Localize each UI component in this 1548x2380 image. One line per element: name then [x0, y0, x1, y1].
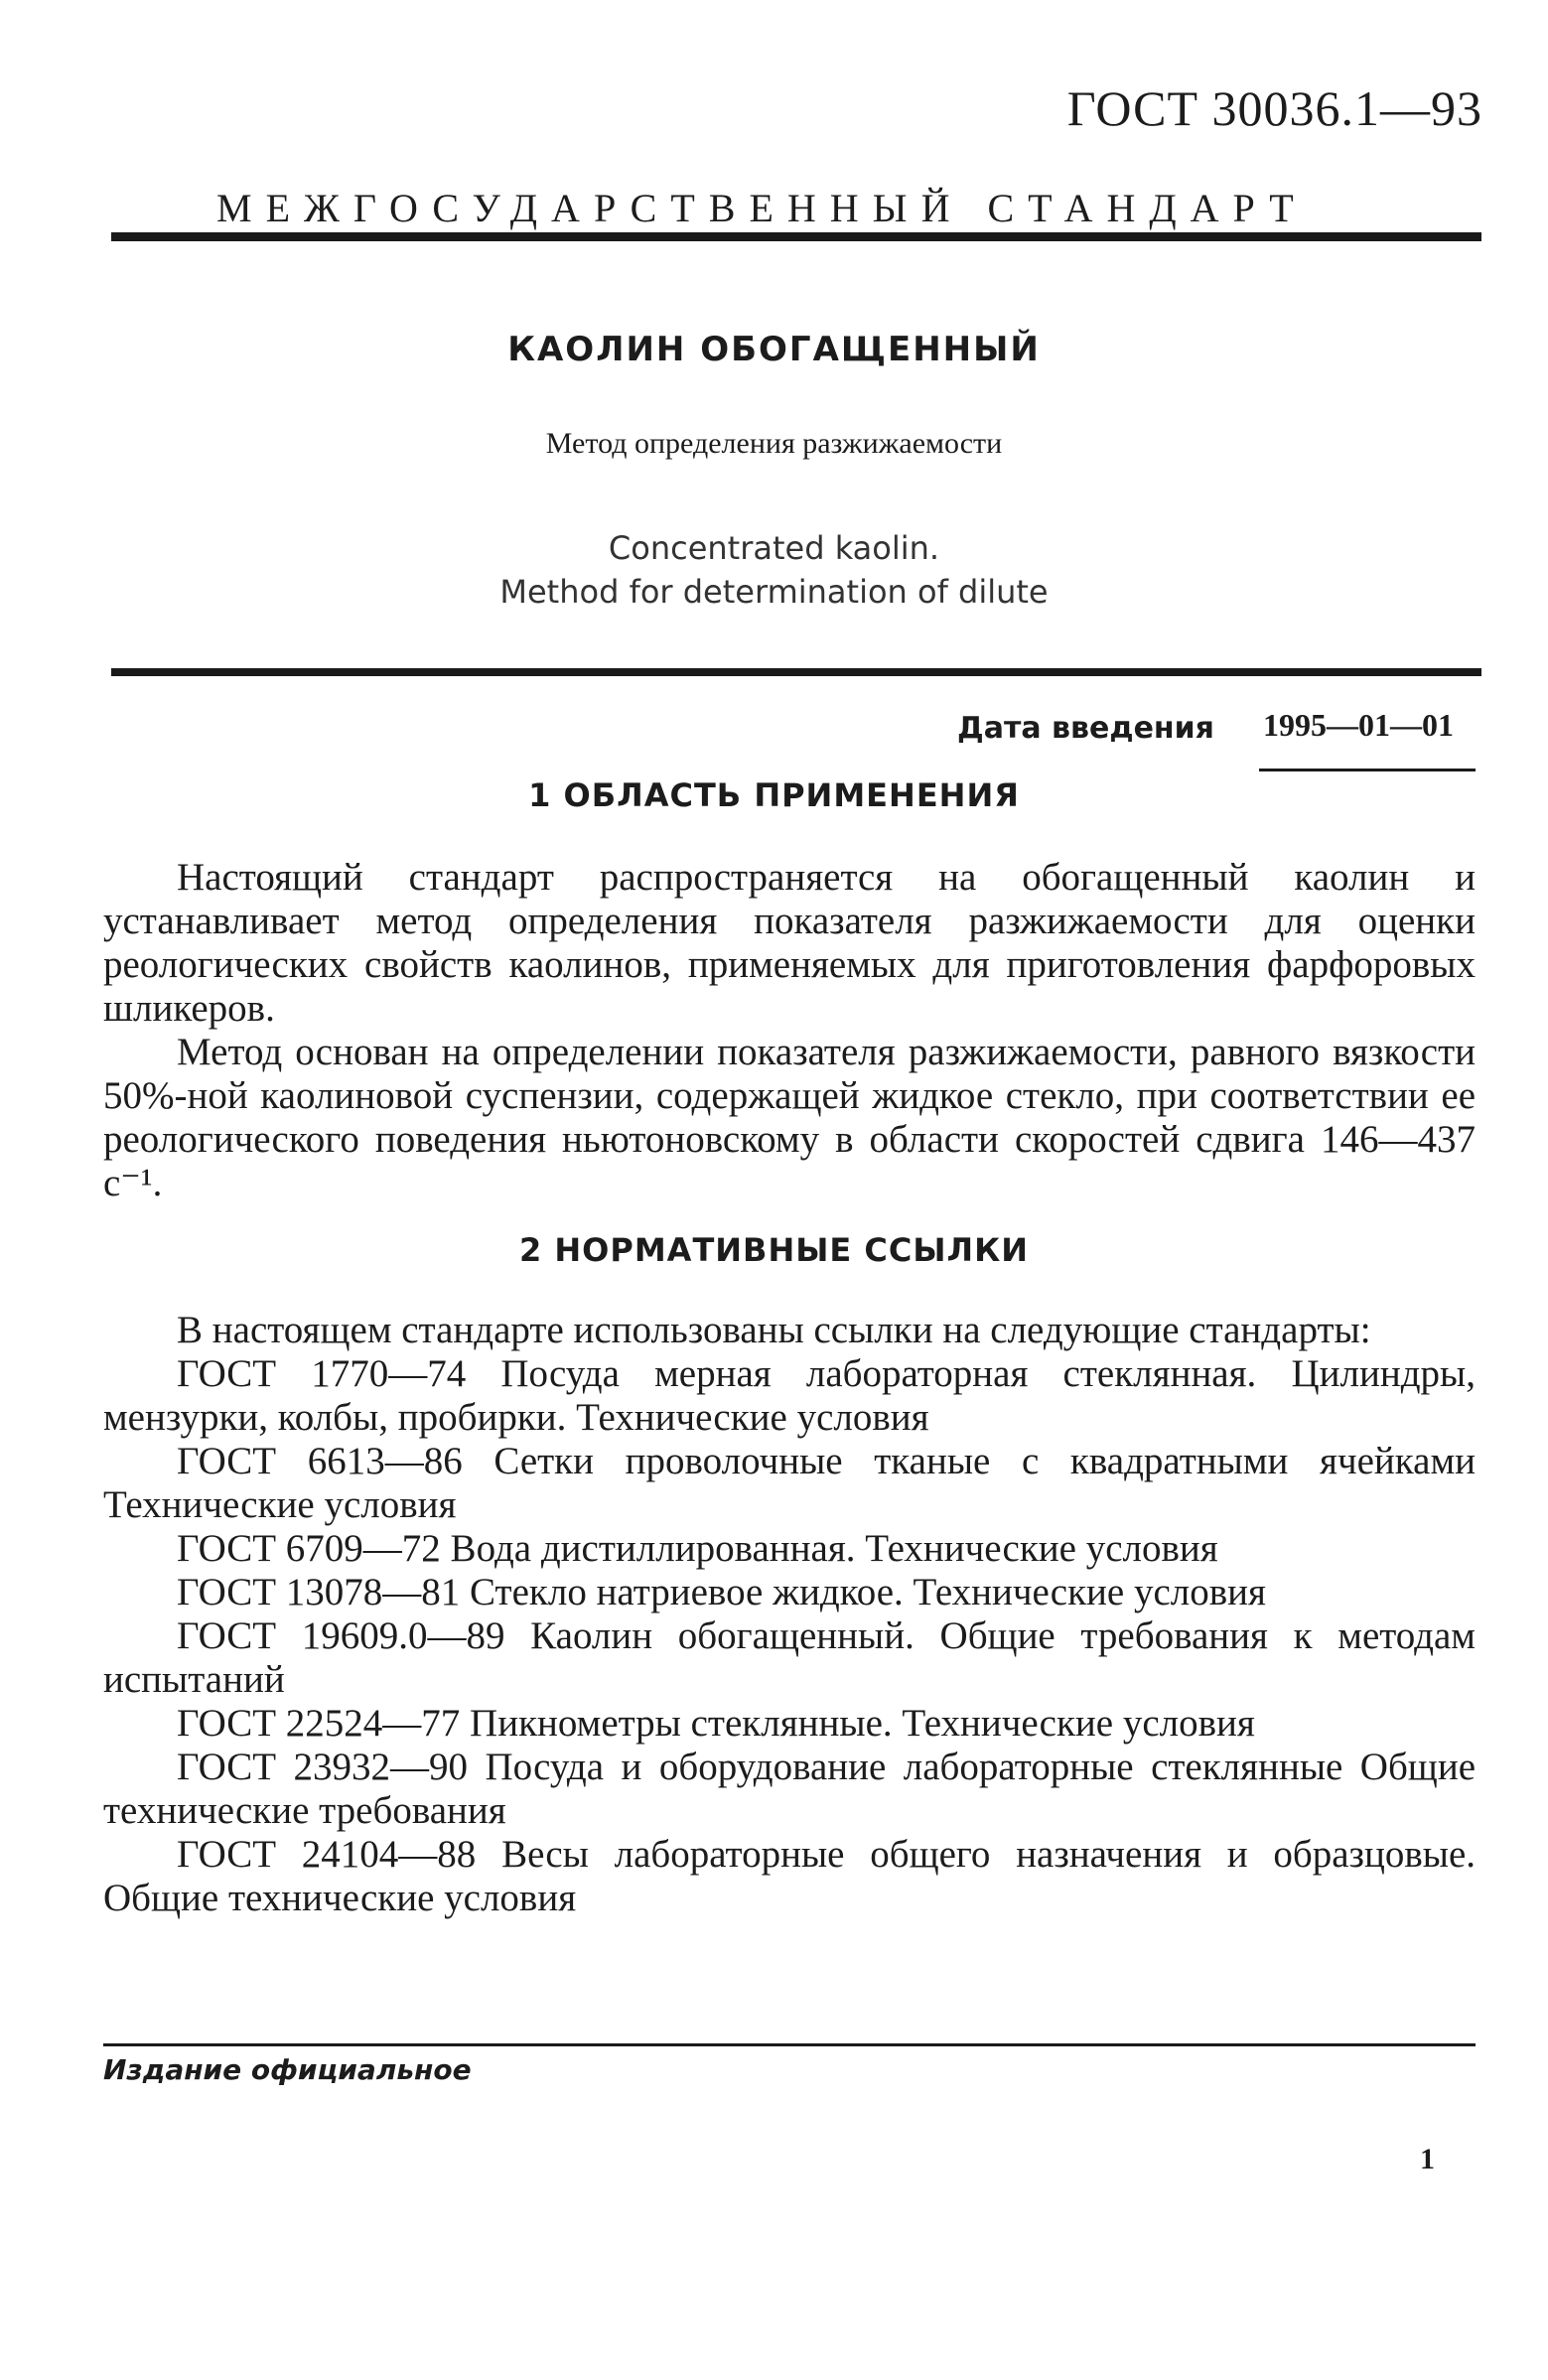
reference-item: ГОСТ 24104—88 Весы лабораторные общего назначения и образцовые. Общие технические условия [103, 1833, 1476, 1919]
reference-item: ГОСТ 23932—90 Посуда и оборудование лабораторные стеклянные Общие технические требования [103, 1746, 1476, 1832]
section-references-body [103, 1309, 1476, 1920]
reference-item: ГОСТ 13078—81 Стекло натриевое жидкое. Технические условия [177, 1571, 1266, 1613]
interstate-standard-label: МЕЖГОСУДАРСТВЕННЫЙ СТАНДАРТ [216, 186, 1308, 230]
page-number: 1 [1420, 2143, 1435, 2175]
date-value: 1995—01—01 [1263, 707, 1454, 743]
method-title-ru: Метод определения разжижаемости [545, 427, 1003, 460]
edition-label: Издание официальное [103, 2053, 472, 2086]
section-heading-scope: 1 ОБЛАСТЬ ПРИМЕНЕНИЯ [528, 776, 1020, 814]
date-label: Дата введения [957, 711, 1214, 746]
reference-item: ГОСТ 6613—86 Сетки проволочные тканые с квадратными ячейками Технические условия [103, 1440, 1476, 1526]
reference-item: ГОСТ 6709—72 Вода дистиллированная. Технические условия [177, 1527, 1218, 1570]
date-underline [1259, 769, 1476, 771]
gost-number: ГОСТ 30036.1—93 [1066, 80, 1482, 136]
paragraph: Метод основан на определении показателя разжижаемости, равного вязкости 50%-ной каолиновой суспензии, содержащей жидкое стекло, при соответствии ее реологического поведения ньютоновскому в области скоростей сдвига 146—437 с⁻¹. [103, 1031, 1476, 1204]
reference-item: ГОСТ 22524—77 Пикнометры стеклянные. Технические условия [177, 1702, 1255, 1745]
paragraph: Настоящий стандарт распространяется на обогащенный каолин и устанавливает метод определения показателя разжижаемости для оценки реологических свойств каолинов, применяемых для приготовления фарфоровых шликеров. [103, 856, 1476, 1030]
title-english-line2: Method for determination of dilute [499, 573, 1049, 611]
section-heading-references: 2 НОРМАТИВНЫЕ ССЫЛКИ [518, 1231, 1030, 1269]
reference-item: ГОСТ 1770—74 Посуда мерная лабораторная стеклянная. Цилиндры, мензурки, колбы, пробирки. Технические условия [103, 1352, 1476, 1439]
title-english-line1: Concentrated kaolin. [608, 529, 940, 567]
document-title: КАОЛИН ОБОГАЩЕННЫЙ [507, 330, 1041, 369]
title-english [0, 526, 1548, 614]
references-intro: В настоящем стандарте использованы ссылки на следующие стандарты: [177, 1309, 1371, 1351]
header-divider [111, 232, 1481, 241]
reference-item: ГОСТ 19609.0—89 Каолин обогащенный. Общие требования к методам испытаний [103, 1614, 1476, 1701]
section-scope-body [103, 856, 1476, 1205]
footer-divider [103, 2043, 1476, 2046]
title-divider [111, 668, 1481, 676]
